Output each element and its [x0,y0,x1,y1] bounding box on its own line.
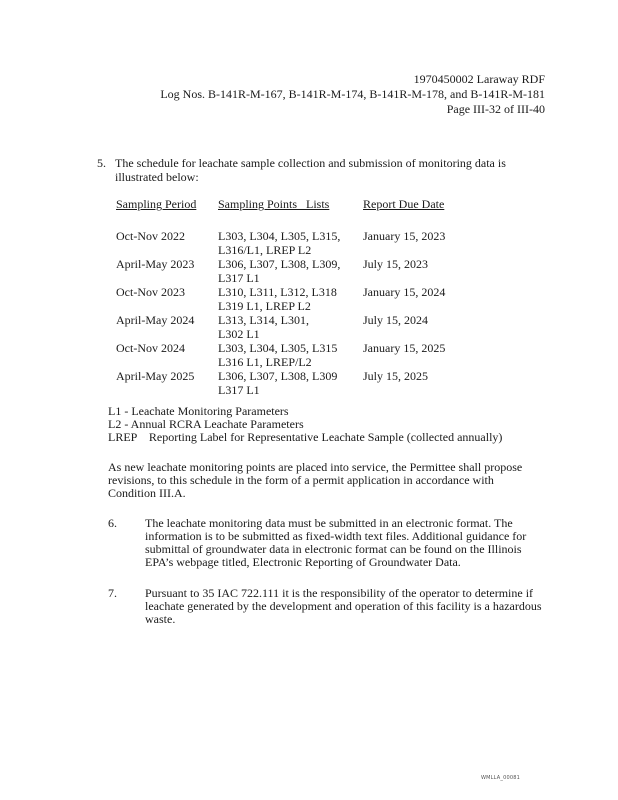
points-line-2: L319 L1, LREP L2 [218,299,311,313]
sampling-points-cell [218,341,358,369]
points-line-1: L306, L307, L308, L309 [218,369,338,383]
report-due-cell: January 15, 2024 [363,285,446,299]
condition-item-5 [97,156,527,184]
item-text: The schedule for leachate sample collection and submission of monitoring data is illustrated below: [115,156,506,184]
legend-l2: L2 - Annual RCRA Leachate Parameters [108,417,304,431]
report-due-cell: January 15, 2025 [363,341,446,355]
item-text: The leachate monitoring data must be submitted in an electronic format. The information is to be submitted as fixed-width text files. Additional guidance for submittal of groundwater data in electronic format can be found on the Illinois EPA’s webpage titled, Electronic Reporting of Groundwater Data. [145,516,527,569]
points-line-2: L302 L1 [218,327,260,341]
header-facility-line: 1970450002 Laraway RDF [413,72,545,86]
page-header [160,72,545,117]
item-number: 6. [108,516,117,530]
header-log-numbers: Log Nos. B-141R-M-167, B-141R-M-174, B-141R-M-178, and B-141R-M-181 [160,87,545,101]
legend-lrep: LREP Reporting Label for Representative Leachate Sample (collected annually) [108,430,503,444]
sampling-points-cell [218,285,358,313]
report-due-cell: July 15, 2024 [363,313,429,327]
points-line-2: L317 L1 [218,383,260,397]
sampling-period-cell: April-May 2025 [116,369,195,383]
report-due-cell: July 15, 2023 [363,257,429,271]
sampling-period-cell: Oct-Nov 2024 [116,341,185,355]
sampling-points-cell [218,313,358,341]
sampling-points-cell [218,229,358,257]
points-line-1: L303, L304, L305, L315, [218,229,341,243]
points-line-2: L316 L1, LREP/L2 [218,355,312,369]
revision-paragraph: As new leachate monitoring points are placed into service, the Permittee shall propose revisions, to this schedule in the form of a permit application in accordance with Condition III.A. [108,460,523,500]
item-text: Pursuant to 35 IAC 722.111 it is the responsibility of the operator to determine if leachate generated by the development and operation of this facility is a hazardous waste. [145,586,542,626]
points-line-2: L317 L1 [218,271,260,285]
report-due-cell: July 15, 2025 [363,369,429,383]
points-line-2: L316/L1, LREP L2 [218,243,312,257]
sampling-points-cell [218,369,358,397]
points-line-1: L310, L311, L312, L318 [218,285,337,299]
header-sampling-period: Sampling Period [116,197,197,211]
bates-stamp: WMLLA_00081 [481,775,520,781]
sampling-period-cell: Oct-Nov 2022 [116,229,185,243]
header-sampling-points: Sampling Points Lists [218,197,330,211]
sampling-period-cell: April-May 2023 [116,257,195,271]
sampling-period-cell: Oct-Nov 2023 [116,285,185,299]
header-report-due-date: Report Due Date [363,197,445,211]
sampling-points-cell [218,257,358,285]
report-due-cell: January 15, 2023 [363,229,446,243]
points-line-1: L313, L314, L301, [218,313,309,327]
points-line-1: L306, L307, L308, L309, [218,257,341,271]
points-line-1: L303, L304, L305, L315 [218,341,338,355]
item-number: 5. [97,156,106,170]
condition-item-6 [108,517,548,569]
parameter-legend [108,405,502,444]
header-page-number: Page III-32 of III-40 [446,102,545,116]
item-number: 7. [108,586,117,600]
legend-l1: L1 - Leachate Monitoring Parameters [108,404,289,418]
condition-item-7 [108,587,548,626]
sampling-period-cell: April-May 2024 [116,313,195,327]
